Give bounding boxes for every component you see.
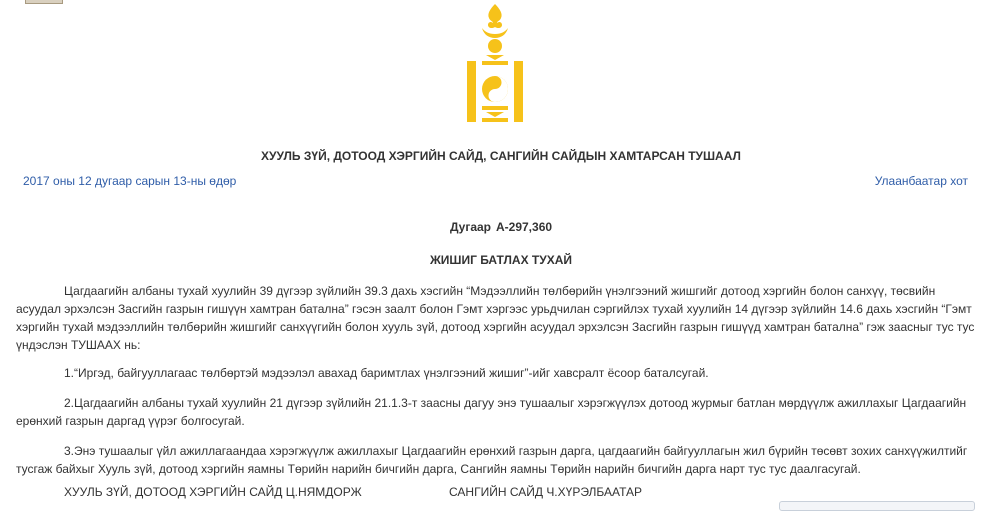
- number-label: Дугаар: [449, 220, 491, 234]
- document-meta: [0, 174, 1002, 190]
- order-item-1: 1.“Иргэд, байгууллагаас төлбөртэй мэдээлэл авахад баримтлах үнэлгээний жишиг”-ийг хавсралт ёсоор баталсугай.: [64, 366, 709, 380]
- corner-thumbnail[interactable]: [25, 0, 63, 4]
- body-intro-paragraph: Цагдаагийн албаны тухай хуулийн 39 дүгээр зүйлийн 39.3 дахь хэсгийн “Мэдээллийн төлбөрийн үнэлгээний жишгийг дотоод хэргийн болон санхүү, төсвийн асуудал эрхэлсэн Засгийн газрын гишүүн хамтран батална” гэсэн заалт болон Гэмт хэргээс урьдчилан сэргийлэх тухай хуулийн 14 дүгээр зүйлийн 14.6 дахь хэсгийн “Гэмт хэргийн тухай мэдээллийн төлбөрийн жишгийг санхүүгийн болон хууль зүй, дотоод хэргийн асуудал эрхэлсэн Засгийн газрын гишүүд хамтран батална” гэж заасныг тус тус үндэслэн ТУШААХ нь:: [16, 284, 975, 352]
- order-item-3: 3.Энэ тушаалыг үйл ажиллагаандаа хэрэгжүүлж ажиллахыг Цагдаагийн ерөнхий газрын дарга, цагдаагийн байгууллагын жил бүрийн төсөвт зохих санхүүжилтийг тусгаж байхыг Хууль зүй, дотоод хэргийн яамны Төрийн нарийн бичгийн дарга, Сангийн яамны Төрийн нарийн бичгийн дарга нарт тус тус даалгасугай.: [16, 444, 968, 476]
- document-number: [0, 220, 1002, 234]
- signature-justice-minister: ХУУЛЬ ЗҮЙ, ДОТООД ХЭРГИЙН САЙД Ц.НЯМДОРЖ: [64, 485, 362, 499]
- document-body: [16, 282, 978, 490]
- document-date: 2017 оны 12 дугаар сарын 13-ны өдөр: [23, 174, 237, 188]
- document-title: ХУУЛЬ ЗҮЙ, ДОТООД ХЭРГИЙН САЙД, САНГИЙН САЙДЫН ХАМТАРСАН ТУШААЛ: [261, 149, 741, 163]
- overlay-panel[interactable]: [779, 501, 975, 511]
- number-value: А-297,360: [496, 220, 553, 234]
- document-subject: ЖИШИГ БАТЛАХ ТУХАЙ: [429, 253, 573, 267]
- soyombo-emblem-icon: [465, 4, 525, 124]
- document-place: Улаанбаатар хот: [874, 174, 968, 188]
- order-item-2: 2.Цагдаагийн албаны тухай хуулийн 21 дүгээр зүйлийн 21.1.3-т заасны дагуу энэ тушаалыг хэрэгжүүлэх дотоод журмыг батлан мөрдүүлж ажиллахыг Цагдаагийн ерөнхий газрын даргад үүрэг болгосугай.: [16, 396, 967, 428]
- signature-finance-minister: САНГИЙН САЙД Ч.ХҮРЭЛБААТАР: [449, 485, 643, 499]
